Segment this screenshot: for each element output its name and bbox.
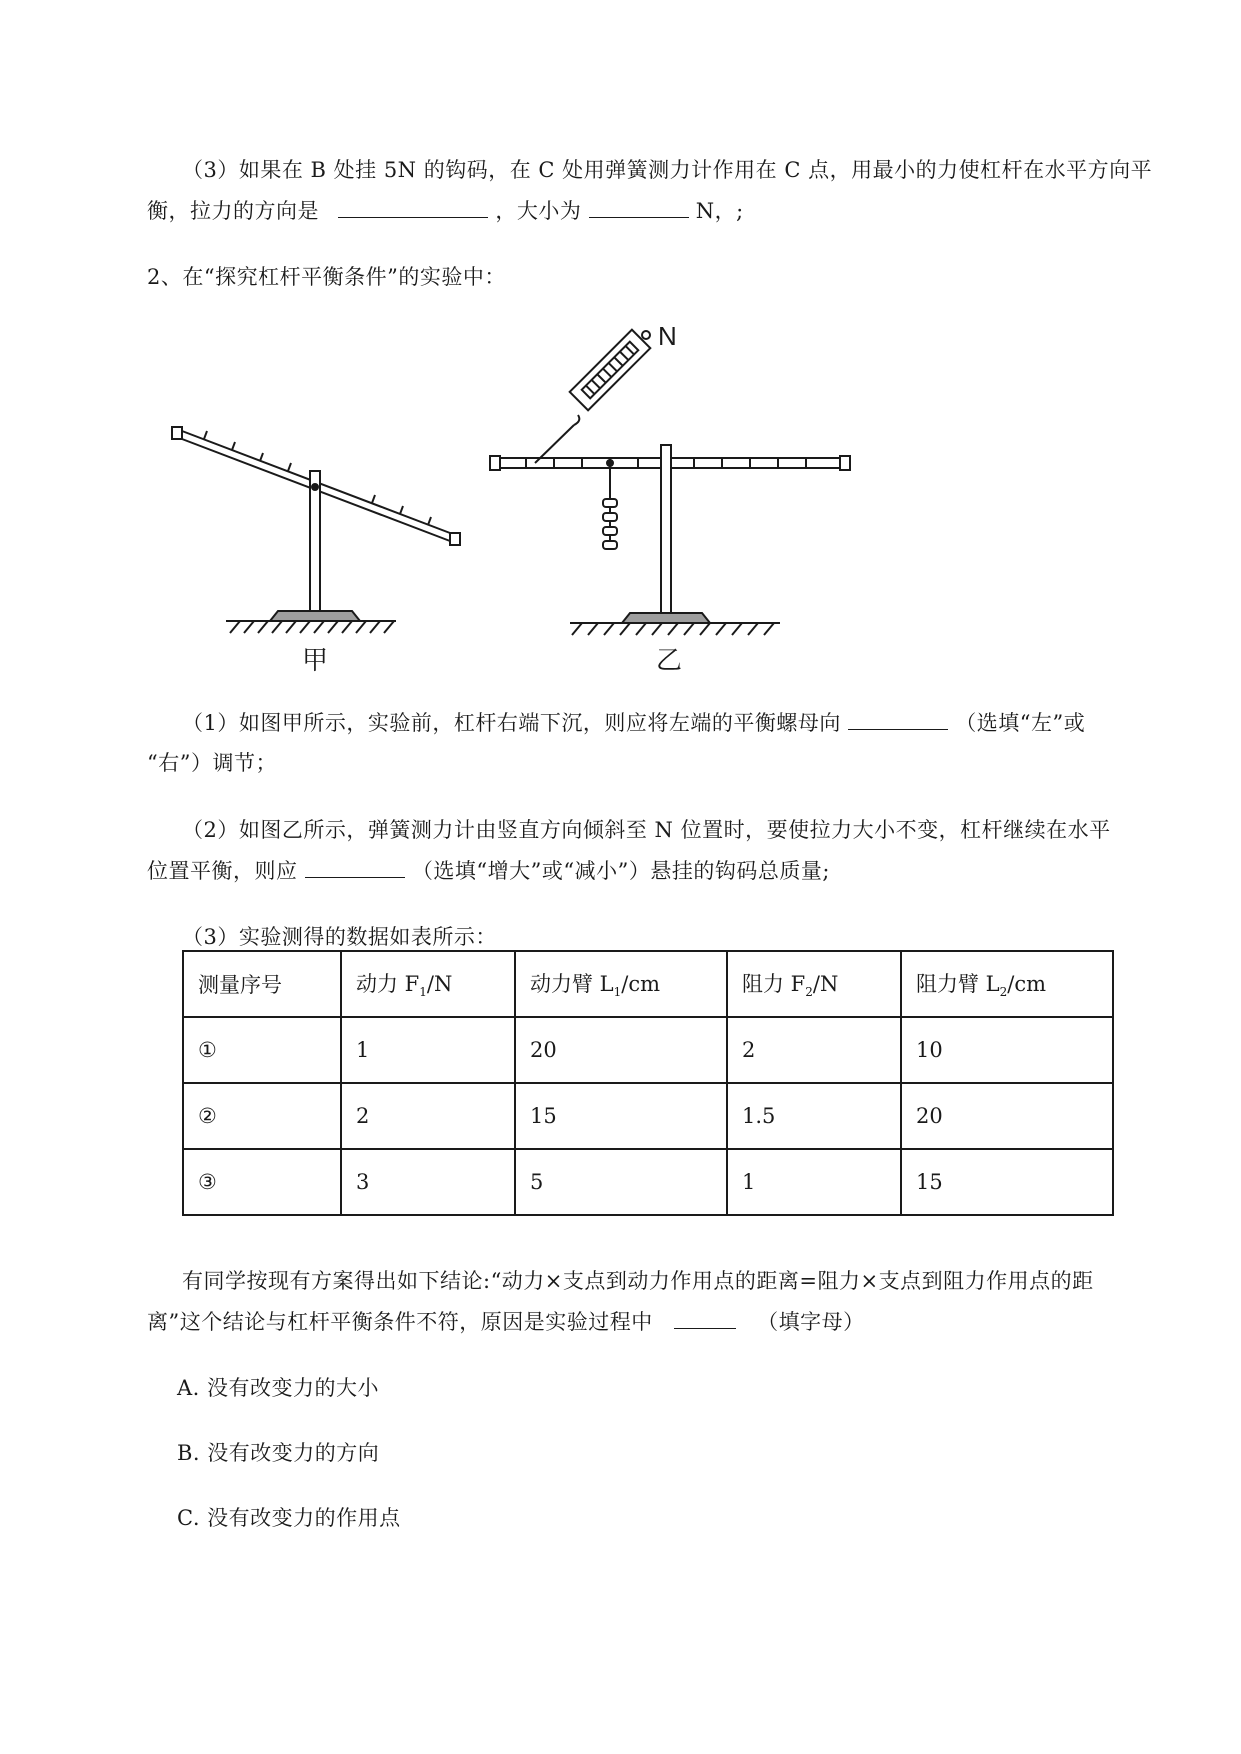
answer-blank-sub2[interactable]	[305, 855, 405, 878]
figure-yi-weights	[603, 465, 617, 549]
question-2-intro: 2、在“探究杠杆平衡条件”的实验中：	[147, 265, 506, 289]
table-row	[183, 1149, 1113, 1215]
table-cell: 1	[341, 1017, 515, 1083]
answer-blank-magnitude[interactable]	[589, 195, 689, 218]
table-cell: 20	[901, 1083, 1113, 1149]
q3-prev-line2-text-b: ，大小为	[495, 199, 582, 223]
table-cell: ①	[183, 1017, 341, 1083]
sub1-line1	[182, 707, 1085, 738]
sub2-line2-text-b: （选填“增大”或“减小”）悬挂的钩码总质量;	[411, 859, 830, 883]
q3-prev-line2	[147, 195, 744, 226]
table-row	[183, 1017, 1113, 1083]
figure-yi-spring-scale	[535, 330, 650, 463]
table-cell: 1	[727, 1149, 901, 1215]
table-cell: 2	[341, 1083, 515, 1149]
table-row	[183, 1083, 1113, 1149]
sub3-intro: （3）实验测得的数据如表所示：	[182, 925, 497, 949]
conclusion-line2-text-b: （填字母）	[757, 1310, 865, 1334]
table-cell: 3	[341, 1149, 515, 1215]
answer-blank-direction[interactable]	[338, 195, 488, 218]
conclusion-line2	[147, 1306, 865, 1337]
table-cell: 15	[901, 1149, 1113, 1215]
table-cell: 15	[515, 1083, 727, 1149]
data-table	[182, 950, 1114, 1216]
figure-label-jia: 甲	[302, 646, 329, 675]
figure-label-n: N	[658, 321, 677, 351]
answer-blank-conclusion[interactable]	[674, 1306, 736, 1329]
sub1-line1-text-b: （选填“左”或	[955, 711, 1086, 735]
table-cell: 5	[515, 1149, 727, 1215]
lever-figure	[160, 315, 860, 675]
table-cell: 10	[901, 1017, 1113, 1083]
conclusion-line1: 有同学按现有方案得出如下结论:“动力×支点到动力作用点的距离=阻力×支点到阻力作用点的距	[182, 1269, 1094, 1293]
sub1-line1-text-a: （1）如图甲所示，实验前，杠杆右端下沉，则应将左端的平衡螺母向	[182, 711, 841, 735]
table-header-row	[183, 951, 1113, 1017]
table-header-cell: 阻力 $F_2/N$	[727, 951, 901, 1017]
table-cell: ③	[183, 1149, 341, 1215]
figure-yi-stand	[570, 445, 780, 635]
q3-prev-line2-text-c: N，;	[695, 199, 744, 223]
q3-prev-line2-text-a: 衡，拉力的方向是	[147, 199, 319, 223]
option-b[interactable]: B. 没有改变力的方向	[177, 1441, 380, 1465]
sub2-line1: （2）如图乙所示，弹簧测力计由竖直方向倾斜至 N 位置时，要使拉力大小不变，杠杆继续在水平	[182, 818, 1111, 842]
table-cell: 1.5	[727, 1083, 901, 1149]
figure-jia-stand	[226, 471, 396, 633]
option-a[interactable]: A. 没有改变力的大小	[177, 1376, 380, 1400]
sub1-line2: “右”）调节；	[147, 751, 277, 775]
table-header-cell: 阻力臂 $L_2/cm$	[901, 951, 1113, 1017]
table-cell: 2	[727, 1017, 901, 1083]
table-cell: 20	[515, 1017, 727, 1083]
q3-prev-line1: （3）如果在 B 处挂 5N 的钩码，在 C 处用弹簧测力计作用在 C 点，用最小的力使杠杆在水平方向平	[182, 158, 1153, 182]
table-header-cell: 动力臂 $L_1/cm$	[515, 951, 727, 1017]
option-c[interactable]: C. 没有改变力的作用点	[177, 1506, 401, 1530]
sub2-line2	[147, 855, 830, 886]
table-header-cell: 动力 $F_1/N$	[341, 951, 515, 1017]
table-cell: ②	[183, 1083, 341, 1149]
answer-blank-sub1[interactable]	[848, 707, 948, 730]
conclusion-line2-text-a: 离”这个结论与杠杆平衡条件不符，原因是实验过程中	[147, 1310, 653, 1334]
table-header-cell: 测量序号	[183, 951, 341, 1017]
figure-label-yi: 乙	[656, 646, 683, 675]
sub2-line2-text-a: 位置平衡，则应	[147, 859, 298, 883]
